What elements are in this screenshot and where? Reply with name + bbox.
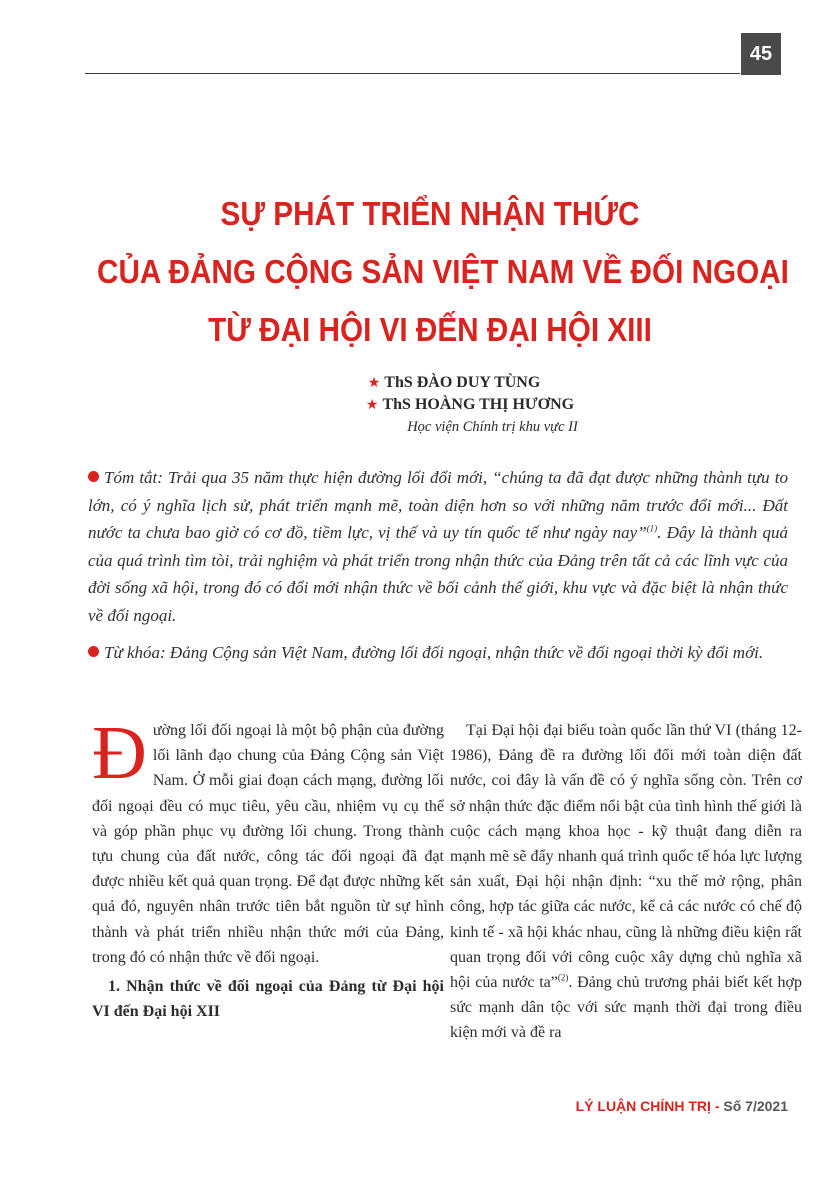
title-line-1: SỰ PHÁT TRIỂN NHẬN THỨC bbox=[220, 195, 640, 232]
affiliation: Học viện Chính trị khu vực II bbox=[407, 419, 578, 435]
article-title bbox=[97, 185, 789, 359]
body-text-1: Tại Đại hội đại biểu toàn quốc lần thứ VI (tháng 12-1986), Đảng đề ra đường lối đổi mới toàn diện đất nước, coi đây là vấn đề có ý nghĩa sống còn. Trên cơ sở nhận thức đặc điểm nổi bật của tình hình thế giới là cuộc cách mạng khoa học - kỹ thuật đang diễn ra mạnh mẽ sẽ đẩy nhanh quá trình quốc tế hóa lực lượng sản xuất, Đại hội nhận định: “xu thế mở rộng, phân công, hợp tác giữa các nước, kể cả các nước có chế độ kinh tế - xã hội khác nhau, cũng là những điều kiện rất quan trọng đối với công cuộc xây dựng chủ nghĩa xã hội của nước ta” bbox=[450, 722, 802, 992]
title-line-3: TỪ ĐẠI HỘI VI ĐẾN ĐẠI HỘI XIII bbox=[208, 311, 652, 348]
section-heading: 1. Nhận thức về đối ngoại của Đảng từ Đại hội VI đến Đại hội XII bbox=[92, 978, 444, 1021]
bullet-icon bbox=[88, 646, 99, 657]
star-icon: ★ bbox=[367, 375, 381, 391]
footnote-ref-1: (1) bbox=[646, 523, 658, 534]
bullet-icon bbox=[88, 471, 99, 482]
keywords-paragraph bbox=[88, 639, 788, 667]
body-column-left bbox=[92, 711, 444, 1024]
author-1-name: ThS ĐÀO DUY TÙNG bbox=[384, 374, 541, 391]
body-text-2: . Đảng chủ trương phải biết kết hợp sức mạnh dân tộc với sức mạnh thời đại trong điều kiện mới và đề ra bbox=[450, 974, 802, 1042]
summary-text-1: Tóm tắt: Trải qua 35 năm thực hiện đường lối đổi mới, “chúng ta đã đạt được những thành tựu to lớn, có ý nghĩa lịch sử, phát triển mạnh mẽ, toàn diện hơn so với những năm trước đổi mới... Đất nước ta chưa bao giờ có cơ đồ, tiềm lực, vị thế và uy tín quốc tế như ngày nay” bbox=[88, 468, 788, 542]
intro-text: ường lối đối ngoại là một bộ phận của đường lối lãnh đạo chung của Đảng Cộng sản Việt Nam. Ở mỗi giai đoạn cách mạng, đường lối đối ngoại đều có mục tiêu, yêu cầu, nhiệm vụ cụ thể và góp phần phục vụ đường lối chung. Trong thành tựu chung của đất nước, công tác đối ngoại đã đạt được nhiều kết quả quan trọng. Để đạt được những kết quả đó, nguyên nhân trước tiên bắt nguồn từ sự hình thành và phát triển nhiều nhận thức mới của Đảng, trong đó có nhận thức về đối ngoại. bbox=[92, 722, 444, 966]
abstract bbox=[88, 464, 788, 677]
footer-separator: - bbox=[710, 1098, 724, 1114]
intro-paragraph bbox=[92, 711, 444, 970]
footnote-ref-2: (2) bbox=[557, 972, 569, 983]
author-block bbox=[300, 372, 600, 437]
title-line-2: CỦA ĐẢNG CỘNG SẢN VIỆT NAM VỀ ĐỐI NGOẠI bbox=[97, 253, 789, 290]
header-rule bbox=[85, 73, 740, 74]
body-column-right bbox=[450, 718, 802, 1046]
journal-name: LÝ LUẬN CHÍNH TRỊ bbox=[575, 1098, 711, 1114]
drop-cap: Đ bbox=[92, 711, 147, 795]
author-2-name: ThS HOÀNG THỊ HƯƠNG bbox=[382, 396, 575, 413]
issue-number: Số 7/2021 bbox=[723, 1098, 788, 1114]
page-number: 45 bbox=[741, 33, 781, 75]
author-2 bbox=[340, 394, 600, 416]
summary-text-2: . Đây là thành quả của quá trình tìm tòi, trải nghiệm và phát triển trong nhận thức của Đảng trên tất cả các lĩnh vực của đời sống xã hội, trong đó có đổi mới nhận thức về bối cảnh thế giới, khu vực và đặc biệt là nhận thức về đối ngoại. bbox=[88, 523, 788, 625]
summary-paragraph bbox=[88, 464, 788, 629]
body-paragraph bbox=[450, 718, 802, 1046]
keywords-text: Từ khóa: Đảng Cộng sản Việt Nam, đường lối đối ngoại, nhận thức về đối ngoại thời kỳ đổi mới. bbox=[104, 643, 764, 662]
author-1 bbox=[308, 372, 600, 394]
page-footer bbox=[470, 1098, 788, 1114]
star-icon: ★ bbox=[365, 397, 379, 413]
